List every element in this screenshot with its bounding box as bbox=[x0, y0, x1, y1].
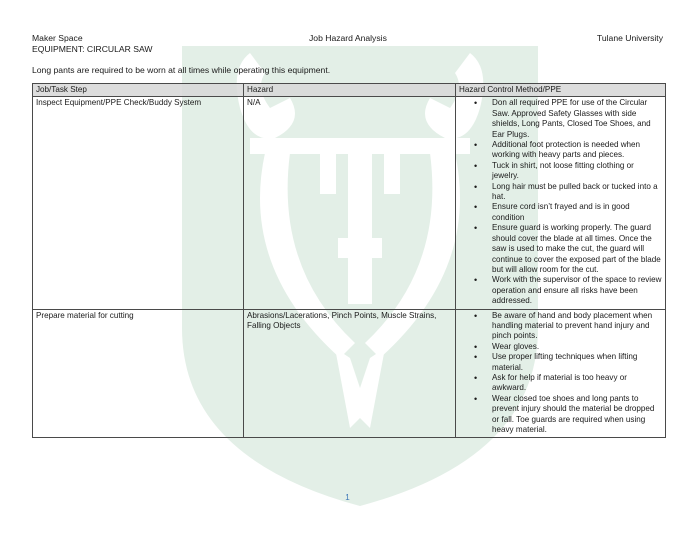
header-right: Tulane University bbox=[596, 33, 663, 43]
column-header-step: Job/Task Step bbox=[33, 84, 244, 97]
list-item: • Additional foot protection is needed when working with heavy parts and pieces. bbox=[459, 140, 662, 161]
header-left: Maker Space bbox=[32, 33, 83, 43]
table-header-row bbox=[33, 84, 666, 97]
column-header-control: Hazard Control Method/PPE bbox=[456, 84, 666, 97]
list-item: • Be aware of hand and body placement when handling material to prevent hand injury and pinch points. bbox=[459, 311, 662, 342]
list-item: • Ensure cord isn’t frayed and is in good condition bbox=[459, 202, 662, 223]
list-item: • Ensure guard is working properly. The guard should cover the blade at all times. Once the saw is used to make the cut, the guard will continue to cover the exposed part of the blade but will allow room for the cut. bbox=[459, 223, 662, 275]
hazard-cell: Abrasions/Lacerations, Pinch Points, Muscle Strains, Falling Objects bbox=[244, 309, 456, 438]
list-item: • Ask for help if material is too heavy or awkward. bbox=[459, 373, 662, 394]
column-header-hazard: Hazard bbox=[244, 84, 456, 97]
list-item: • Long hair must be pulled back or tucked into a hat. bbox=[459, 182, 662, 203]
task-step-cell: Inspect Equipment/PPE Check/Buddy System bbox=[33, 97, 244, 309]
list-item: • Wear gloves. bbox=[459, 342, 662, 352]
control-list bbox=[459, 311, 662, 436]
list-item: • Wear closed toe shoes and long pants to prevent injury should the material be dropped or fall. Toe guards are required when using heavy material. bbox=[459, 394, 662, 436]
control-cell bbox=[456, 97, 666, 309]
hazard-analysis-table bbox=[32, 83, 666, 438]
list-item: • Don all required PPE for use of the Circular Saw. Approved Safety Glasses with side shields, Long Pants, Closed Toe Shoes, and Ear Plugs. bbox=[459, 98, 662, 140]
equipment-label: EQUIPMENT: CIRCULAR SAW bbox=[32, 44, 153, 54]
list-item: • Use proper lifting techniques when lifting material. bbox=[459, 352, 662, 373]
hazard-cell: N/A bbox=[244, 97, 456, 309]
table-row bbox=[33, 97, 666, 309]
control-cell bbox=[456, 309, 666, 438]
list-item: • Work with the supervisor of the space to review operation and ensure all risks have been addressed. bbox=[459, 275, 662, 306]
control-list bbox=[459, 98, 662, 306]
page-number: 1 bbox=[345, 493, 350, 502]
document-title: Job Hazard Analysis bbox=[309, 33, 387, 43]
table-row bbox=[33, 309, 666, 438]
requirement-note: Long pants are required to be worn at all times while operating this equipment. bbox=[32, 65, 331, 75]
task-step-cell: Prepare material for cutting bbox=[33, 309, 244, 438]
list-item: • Tuck in shirt, not loose fitting clothing or jewelry. bbox=[459, 161, 662, 182]
